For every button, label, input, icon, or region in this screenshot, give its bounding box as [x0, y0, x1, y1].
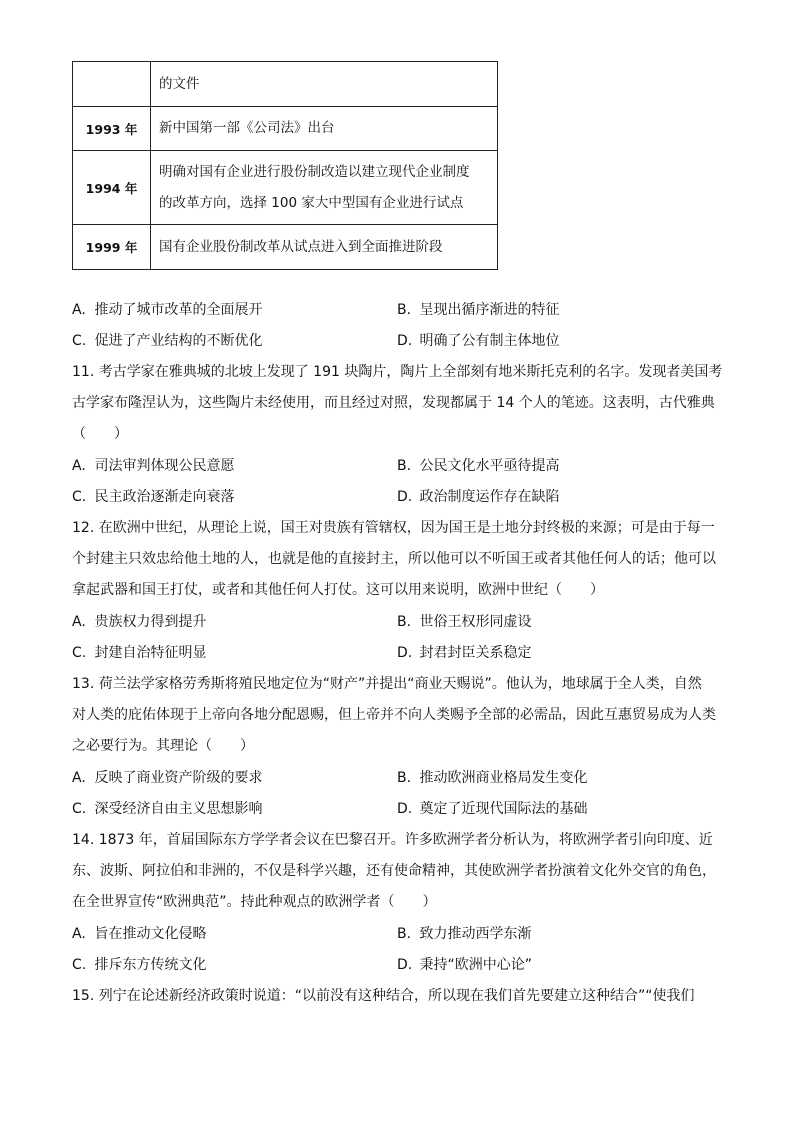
q11-option-c[interactable]	[72, 487, 234, 507]
q14-option-c[interactable]	[72, 955, 206, 975]
content-line: 的改革方向，选择 100 家大中型国有企业进行试点	[159, 194, 464, 211]
option-label: D.	[397, 645, 413, 661]
year-cell: 1994 年	[73, 151, 151, 225]
option-text: 旨在推动文化侵略	[94, 926, 207, 942]
option-label: C.	[72, 645, 87, 661]
q12-option-c[interactable]	[72, 643, 206, 663]
option-text: 民主政治逐渐走向衰落	[94, 489, 235, 505]
content-cell	[151, 151, 498, 225]
content-line: 新中国第一部《公司法》出台	[159, 120, 335, 136]
year-cell: 1993 年	[73, 107, 151, 151]
q13-stem-line: 13. 荷兰法学家格劳秀斯将殖民地定位为“财产”并提出“商业天赐说”。他认为，地球属于全人类，自然	[72, 676, 702, 692]
option-text: 推动欧洲商业格局发生变化	[419, 770, 588, 786]
q12-option-d[interactable]	[397, 643, 531, 663]
q14-option-a[interactable]	[72, 924, 206, 944]
option-label: B.	[397, 458, 412, 474]
option-text: 奠定了近现代国际法的基础	[419, 801, 588, 817]
q12-option-a[interactable]	[72, 612, 206, 632]
q14-stem-line: 在全世界宣传“欧洲典范”。持此种观点的欧洲学者（ ）	[72, 894, 437, 910]
content-cell	[151, 225, 498, 270]
q10-option-c[interactable]	[72, 331, 262, 351]
option-label: A.	[72, 302, 86, 318]
q10-option-b[interactable]	[397, 300, 559, 320]
option-label: D.	[397, 489, 413, 505]
content-cell	[151, 62, 498, 107]
option-label: D.	[397, 957, 413, 973]
q12-option-b[interactable]	[397, 612, 531, 632]
option-text: 排斥东方传统文化	[94, 957, 207, 973]
option-text: 明确了公有制主体地位	[419, 333, 560, 349]
option-text: 深受经济自由主义思想影响	[94, 801, 263, 817]
option-label: A.	[72, 614, 86, 630]
q14-option-d[interactable]	[397, 955, 532, 975]
q15-stem-line: 15. 列宁在论述新经济政策时说道：“以前没有这种结合，所以现在我们首先要建立这种结合”“使我们	[72, 988, 695, 1004]
q13-option-c[interactable]	[72, 799, 262, 819]
content-line: 国有企业股份制改革从试点进入到全面推进阶段	[159, 238, 443, 255]
q13-option-b[interactable]	[397, 768, 587, 788]
q12-stem-line: 拿起武器和国王打仗，或者和其他任何人打仗。这可以用来说明，欧洲中世纪（ ）	[72, 582, 604, 598]
q11-stem-line: （ ）	[72, 426, 128, 442]
content-cell	[151, 107, 498, 151]
option-label: A.	[72, 458, 86, 474]
option-label: A.	[72, 770, 86, 786]
option-label: B.	[397, 302, 412, 318]
option-text: 反映了商业资产阶级的要求	[94, 770, 263, 786]
option-text: 世俗王权形同虚设	[419, 614, 532, 630]
option-label: B.	[397, 926, 412, 942]
option-text: 封建自治特征明显	[94, 645, 207, 661]
option-text: 政治制度运作存在缺陷	[419, 489, 560, 505]
option-text: 呈现出循序渐进的特征	[419, 302, 560, 318]
option-text: 促进了产业结构的不断优化	[94, 333, 263, 349]
q13-stem-line: 对人类的庇佑体现于上帝向各地分配恩赐，但上帝并不向人类赐予全部的必需品，因此互惠贸易成为人类	[72, 707, 716, 723]
q11-stem-line: 古学家布隆涅认为，这些陶片未经使用，而且经过对照，发现都属于 14 个人的笔迹。这表明，古代雅典	[72, 395, 715, 411]
content-line: 的文件	[159, 75, 200, 92]
option-text: 司法审判体现公民意愿	[94, 458, 235, 474]
option-label: B.	[397, 614, 412, 630]
table-row	[73, 225, 498, 270]
q11-option-a[interactable]	[72, 456, 234, 476]
option-label: C.	[72, 957, 87, 973]
q13-stem-line: 之必要行为。其理论（ ）	[72, 738, 254, 754]
option-text: 致力推动西学东渐	[419, 926, 532, 942]
option-label: A.	[72, 926, 86, 942]
table-row	[73, 107, 498, 151]
q12-stem-line: 个封建主只效忠给他土地的人，也就是他的直接封主，所以他可以不听国王或者其他任何人的话；他可以	[72, 551, 716, 567]
year-cell: 1999 年	[73, 225, 151, 270]
option-label: D.	[397, 333, 413, 349]
q11-option-b[interactable]	[397, 456, 559, 476]
option-text: 封君封臣关系稳定	[419, 645, 532, 661]
q11-stem-line: 11. 考古学家在雅典城的北坡上发现了 191 块陶片，陶片上全部刻有地米斯托克利的名字。发现者美国考	[72, 364, 723, 380]
content-line: 明确对国有企业进行股份制改造以建立现代企业制度	[159, 163, 470, 180]
option-label: C.	[72, 333, 87, 349]
option-text: 秉持“欧洲中心论”	[419, 957, 532, 973]
q11-option-d[interactable]	[397, 487, 559, 507]
q10-option-a[interactable]	[72, 300, 262, 320]
q13-option-a[interactable]	[72, 768, 262, 788]
q14-stem-line: 东、波斯、阿拉伯和非洲的，不仅是科学兴趣，还有使命精神，其使欧洲学者扮演着文化外交官的角色，	[72, 863, 716, 879]
q12-stem-line: 12. 在欧洲中世纪，从理论上说，国王对贵族有管辖权，因为国王是土地分封终极的来源；可是由于每一	[72, 520, 715, 536]
table-row	[73, 62, 498, 107]
option-text: 推动了城市改革的全面展开	[94, 302, 263, 318]
table-row	[73, 151, 498, 225]
reform-timeline-table	[72, 61, 498, 270]
q13-option-d[interactable]	[397, 799, 587, 819]
q10-option-d[interactable]	[397, 331, 559, 351]
option-text: 公民文化水平亟待提高	[419, 458, 560, 474]
option-label: D.	[397, 801, 413, 817]
option-label: B.	[397, 770, 412, 786]
q14-option-b[interactable]	[397, 924, 531, 944]
q14-stem-line: 14. 1873 年，首届国际东方学学者会议在巴黎召开。许多欧洲学者分析认为，将欧洲学者引向印度、近	[72, 832, 713, 848]
year-cell	[73, 62, 151, 107]
option-label: C.	[72, 801, 87, 817]
option-label: C.	[72, 489, 87, 505]
option-text: 贵族权力得到提升	[94, 614, 207, 630]
